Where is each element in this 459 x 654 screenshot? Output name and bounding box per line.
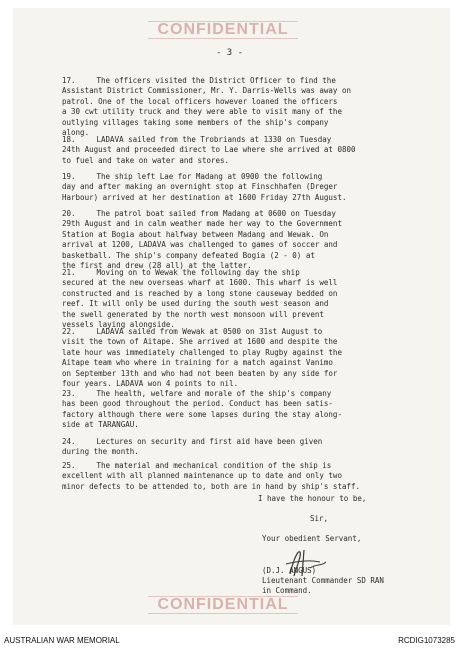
closing-sir: Sir, bbox=[310, 514, 329, 523]
page-number: - 3 - bbox=[215, 48, 244, 58]
paragraph-18 bbox=[62, 135, 408, 166]
paragraph-line bbox=[62, 172, 408, 182]
paragraph-line: excellent with all planned maintenance up to date and only two bbox=[62, 471, 342, 481]
paragraph-21 bbox=[62, 268, 408, 330]
paragraph-line: Assistant District Commissioner, Mr. Y. Darris-Wells was away on bbox=[62, 86, 351, 96]
closing-servant: Your obedient Servant, bbox=[262, 534, 362, 543]
signatory-command: in Command. bbox=[262, 586, 312, 595]
paragraph-line: late hour was immediately challenged to play Rugby against the bbox=[62, 347, 342, 357]
paragraph-line: minor defects to be attended to, both are in hand by ship's staff. bbox=[62, 481, 361, 491]
paragraph-25 bbox=[62, 461, 408, 492]
paragraph-first-line-text: The patrol boat sailed from Madang at 0600 on Tuesday bbox=[96, 209, 336, 218]
paragraph-line: patrol. One of the local officers however loaned the officers bbox=[62, 96, 338, 106]
paragraph-number: 17. bbox=[62, 76, 76, 85]
paragraph-number: 18. bbox=[62, 135, 76, 144]
paragraph-line: 29th August and in calm weather made her way to the Government bbox=[62, 219, 342, 229]
paragraph-19 bbox=[62, 172, 408, 203]
paragraph-line: to fuel and take on water and stores. bbox=[62, 155, 230, 165]
paragraph-line: 24th August and proceeded direct to Lae where she arrived at 0800 bbox=[62, 145, 356, 155]
paragraph-22 bbox=[62, 327, 408, 389]
paragraph-first-line-text: LADAVA sailed from Wewak at 0500 on 31st August to bbox=[96, 327, 323, 336]
paragraph-line: on September 13th and who had not been beaten by any side for bbox=[62, 368, 338, 378]
paragraph-line: vessels laying alongside. bbox=[62, 320, 175, 330]
paragraph-line: Aitape team who where in training for a match against Vanimo bbox=[62, 358, 333, 368]
paragraph-number: 21. bbox=[62, 268, 76, 277]
paragraph-line: the swell generated by the north west monsoon will prevent bbox=[62, 309, 324, 319]
signatory-name: (D.J. ANGUS) bbox=[262, 566, 317, 575]
paragraph-20 bbox=[62, 209, 408, 271]
paragraph-line bbox=[62, 437, 408, 447]
footer-record-id: RCDIG1073285 bbox=[398, 636, 455, 645]
paragraph-first-line-text: Lectures on security and first aid have been given bbox=[96, 437, 323, 446]
paragraph-first-line-text: Moving on to Wewak the following day the ship bbox=[96, 268, 300, 277]
closing-honour: I have the honour to be, bbox=[258, 494, 367, 503]
paragraph-line: arrival at 1200, LADAVA was challenged to games of soccer and bbox=[62, 240, 338, 250]
paragraph-number: 23. bbox=[62, 389, 76, 398]
paragraph-line: constructed and is reached by a long stone causeway bedded on bbox=[62, 288, 338, 298]
paragraph-line bbox=[62, 461, 408, 471]
paragraph-line: secured at the new overseas wharf at 1600. This wharf is well bbox=[62, 278, 338, 288]
paragraph-24 bbox=[62, 437, 408, 458]
paragraph-number: 22. bbox=[62, 327, 76, 336]
paragraph-line: basketball. The ship's company defeated Bogia (2 - 0) at bbox=[62, 250, 315, 260]
confidential-stamp-bottom: CONFIDENTIAL bbox=[148, 596, 298, 614]
paragraph-line: day and after making an overnight stop at Finschhafen (Dreger bbox=[62, 182, 338, 192]
paragraph-number: 25. bbox=[62, 461, 76, 470]
paragraph-line: Station at Bogia about halfway between Madang and Wewak. On bbox=[62, 229, 329, 239]
paragraph-line bbox=[62, 268, 408, 278]
paragraph-line: has been good throughout the period. Conduct has been satis- bbox=[62, 399, 333, 409]
paragraph-line: along. bbox=[62, 128, 90, 138]
paragraph-line: factory although there were some lapses during the stay along- bbox=[62, 409, 342, 419]
paragraph-line bbox=[62, 76, 408, 86]
paragraph-17 bbox=[62, 76, 408, 138]
footer-archive-name: AUSTRALIAN WAR MEMORIAL bbox=[4, 636, 120, 645]
confidential-stamp-top: CONFIDENTIAL bbox=[148, 21, 298, 39]
paragraph-line bbox=[62, 135, 408, 145]
paragraph-line: a 30 cwt utility truck and they were able to visit many of the bbox=[62, 107, 342, 117]
paragraph-first-line-text: LADAVA sailed from the Trobriands at 1330 on Tuesday bbox=[96, 135, 332, 144]
paragraph-line: side at TARANGAU. bbox=[62, 420, 139, 430]
paragraph-number: 19. bbox=[62, 172, 76, 181]
paragraph-line bbox=[62, 327, 408, 337]
paragraph-line: four years. LADAVA won 4 points to nil. bbox=[62, 379, 239, 389]
paragraph-first-line-text: The material and mechanical condition of the ship is bbox=[96, 461, 332, 470]
paragraph-line bbox=[62, 389, 408, 399]
paragraph-line bbox=[62, 209, 408, 219]
paragraph-line: outlying villages taking some members of the ship's company bbox=[62, 117, 329, 127]
paragraph-first-line-text: The officers visited the District Officer to find the bbox=[96, 76, 336, 85]
paragraph-23 bbox=[62, 389, 408, 431]
paragraph-number: 24. bbox=[62, 437, 76, 446]
signatory-rank: Lieutenant Commander SD RAN bbox=[262, 576, 384, 585]
paragraph-line: Harbour) arrived at her destination at 1600 Friday 27th August. bbox=[62, 192, 347, 202]
paragraph-line: reef. It will only be used during the south west season and bbox=[62, 299, 329, 309]
paragraph-line: during the month. bbox=[62, 447, 139, 457]
paragraph-number: 20. bbox=[62, 209, 76, 218]
paragraph-line: the first and drew (28 all) at the latter. bbox=[62, 261, 252, 271]
paragraph-first-line-text: The health, welfare and morale of the ship's company bbox=[96, 389, 332, 398]
paragraph-first-line-text: The ship left Lae for Madang at 0900 the following bbox=[96, 172, 323, 181]
paragraph-line: visit the town of Aitape. She arrived at 1600 and despite the bbox=[62, 337, 338, 347]
